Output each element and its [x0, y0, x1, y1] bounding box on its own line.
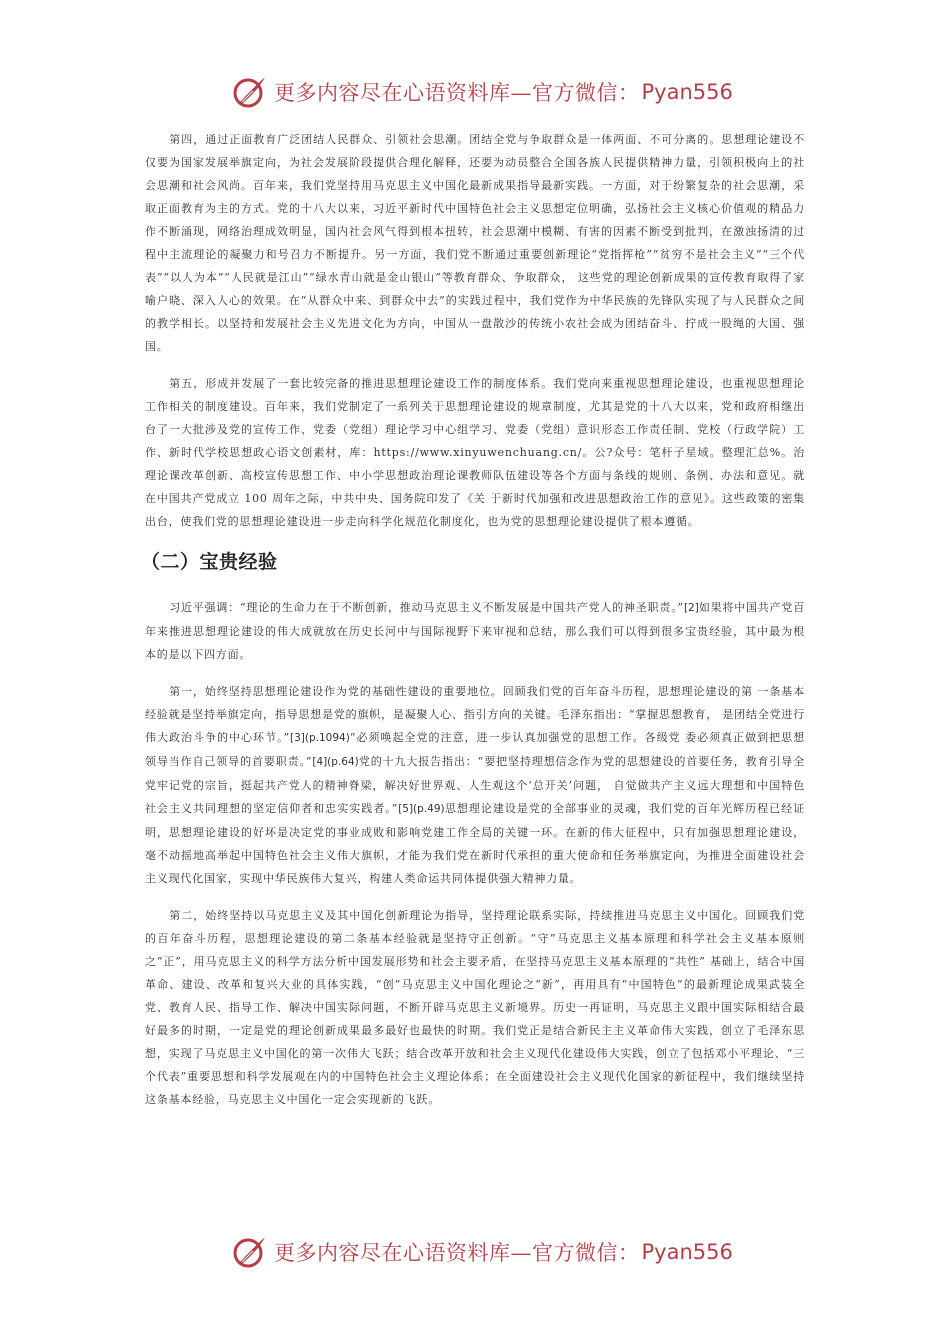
- header-banner: [232, 72, 733, 112]
- text-run: “必须唤起全党的注意，进一步认真加强党的思想工作。各级党 委必须真正做到把思想领导当作自己领导的首要职责。”: [145, 731, 805, 768]
- paragraph-first-experience: [145, 680, 805, 890]
- text-run: 党的十九大报告指出：“要把坚持理想信念作为党的思想建设的首要任务，教育引导全党牢记党的宗旨，挺起共产党人的精神脊梁，解决好世界观、人生观这个‘总开关’问题， 自觉做共产主义远大理想和中国特色社会主义共同理想的坚定信仰者和忠实实践者。”: [145, 755, 805, 815]
- banner-wechat-id: Pyan556: [641, 1240, 733, 1264]
- section-heading: （二）宝贵经验: [141, 551, 278, 573]
- paragraph-xi-quote: [145, 596, 805, 666]
- document-body: [141, 128, 806, 1125]
- citation: [2]: [683, 602, 699, 614]
- text-run: 第一，始终坚持思想理论建设作为党的基础性建设的重要地位。回顾我们党的百年奋斗历程，思想理论建设的第 一条基本经验就是坚持举旗定向，指导思想是党的旗帜，是凝聚人心、指引方向的关键。毛泽东指出：“掌握思想教育， 是团结全党进行伟大政治斗争的中心环节。”: [145, 685, 805, 744]
- paragraph-fourth-point: 第四，通过正面教育广泛团结人民群众、引领社会思潮。团结全党与争取群众是一体两面、不可分离的。思想理论建设不仅要为国家发展举旗定向，为社会发展阶段提供合理化解释，还要为动员整合全国各族人民提供精神力量，引领积极向上的社会思潮和社会风尚。百年来，我们党坚持用马克思主义中国化最新成果指导最新实践。一方面，对于纷繁复杂的社会思潮，采取正面教育为主的方式。党的十八大以来，习近平新时代中国特色社会主义思想定位明确，弘扬社会主义核心价值观的精品力作不断涌现，网络治理成效明显，国内社会风气得到根本扭转，社会思潮中模糊、有害的因素不断受到批判，在激浊扬清的过程中主流理论的凝聚力和号召力不断提升。另一方面，我们党不断通过重要创新理论“党指挥枪”“贫穷不是社会主义”“三个代表”“以人为本”“人民就是江山”“绿水青山就是金山银山”等教育群众、争取群众， 这些党的理论创新成果的宣传教育取得了家喻户晓、深入人心的效果。在“从群众中来、到群众中去”的实践过程中，我们党作为中华民族的先锋队实现了与人民群众之间的教学相长。以坚持和发展社会主义先进文化为方向，中国从一盘散沙的传统小农社会成为团结奋斗、拧成一股绳的大国、强国。: [145, 133, 805, 353]
- citation: [5](p.49): [398, 803, 445, 815]
- text-run: 如果将中国共产党百年来推进思想理论建设的伟大成就放在历史长河中与国际视野下来审视和总结，那么我们可以得到很多宝贵经验，其中最为根本的是以下四方面。: [145, 601, 806, 661]
- paragraph-second-experience: 第二，始终坚持以马克思主义及其中国化创新理论为指导，坚持理论联系实际，持续推进马克思主义中国化。回顾我们党的百年奋斗历程，思想理论建设的第二条基本经验就是坚持守正创新。“守”马克思主义基本原理和科学社会主义基本原则之“正”，用马克思主义的科学方法分析中国发展形势和社会主要矛盾，在坚持马克思主义基本原理的“共性” 基础上，结合中国革命、建设、改革和复兴大业的具体实践，“创”马克思主义中国化理论之“新”，再用具有“中国特色”的最新理论成果武装全党、教育人民、指导工作、解决中国实际问题，不断开辟马克思主义新境界。历史一再证明，马克思主义跟中国实际相结合最好最多的时期，一定是党的理论创新成果最多最好也最快的时期。我们党正是结合新民主主义革命伟大实践，创立了毛泽东思想，实现了马克思主义中国化的第一次伟大飞跃；结合改革开放和社会主义现代化建设伟大实践，创立了包括邓小平理论、“三个代表”重要思想和科学发展观在内的中国特色社会主义理论体系；在全面建设社会主义现代化国家的新征程中，我们继续坚持这条基本经验，马克思主义中国化一定会实现新的飞跃。: [145, 909, 805, 1106]
- paragraph-fifth-point: 第五，形成并发展了一套比较完备的推进思想理论建设工作的制度体系。我们党向来重视思想理论建设，也重视思想理论工作相关的制度建设。百年来，我们党制定了一系列关于思想理论建设的规章制度，尤其是党的十八大以来，党和政府相继出台了一大批涉及党的宣传工作、党委（党组）理论学习中心组学习、党委（党组）意识形态工作责任制、党校（行政学院）工作、新时代学校思想政心语文创素材，库：https://www.xinyuwenchuang.cn/。公?众号：笔杆子星域。整理汇总%。治理论课改革创新、高校宣传思想工作、中小学思想政治理论课教师队伍建设等各个方面与条线的规则、条例、办法和意见。就在中国共产党成立 100 周年之际，中共中央、国务院印发了《关 于新时代加强和改进思想政治工作的意见》。这些政策的密集出台，使我们党的思想理论建设进一步走向科学化规范化制度化，也为党的思想理论建设提供了根本遵循。: [145, 377, 805, 528]
- quill-logo-icon: [232, 1234, 268, 1270]
- text-run: 思想理论建设是党的全部事业的灵魂，我们党的百年光辉历程已经证明，思想理论建设的好坏是决定党的事业成败和影响党建工作全局的关键一环。在新的伟大征程中，只有加强思想理论建设，毫不动摇地高举起中国特色社会主义伟大旗帜，才能为我们党在新时代承担的重大使命和任务举旗定向，为推进全面建设社会主义现代化国家，实现中华民族伟大复兴，构建人类命运共同体提供强大精神力量。: [145, 802, 805, 885]
- banner-text: 更多内容尽在心语资料库—官方微信：: [274, 1241, 640, 1265]
- banner-text: 更多内容尽在心语资料库—官方微信：: [274, 81, 640, 105]
- text-run: 习近平强调：“理论的生命力在于不断创新，推动马克思主义不断发展是中国共产党人的神圣职责。”: [169, 601, 684, 614]
- footer-banner: [232, 1232, 733, 1272]
- citation: [4](p.64): [312, 756, 359, 768]
- banner-wechat-id: Pyan556: [641, 80, 733, 104]
- citation: [3](p.1094): [290, 732, 350, 744]
- quill-logo-icon: [232, 74, 268, 110]
